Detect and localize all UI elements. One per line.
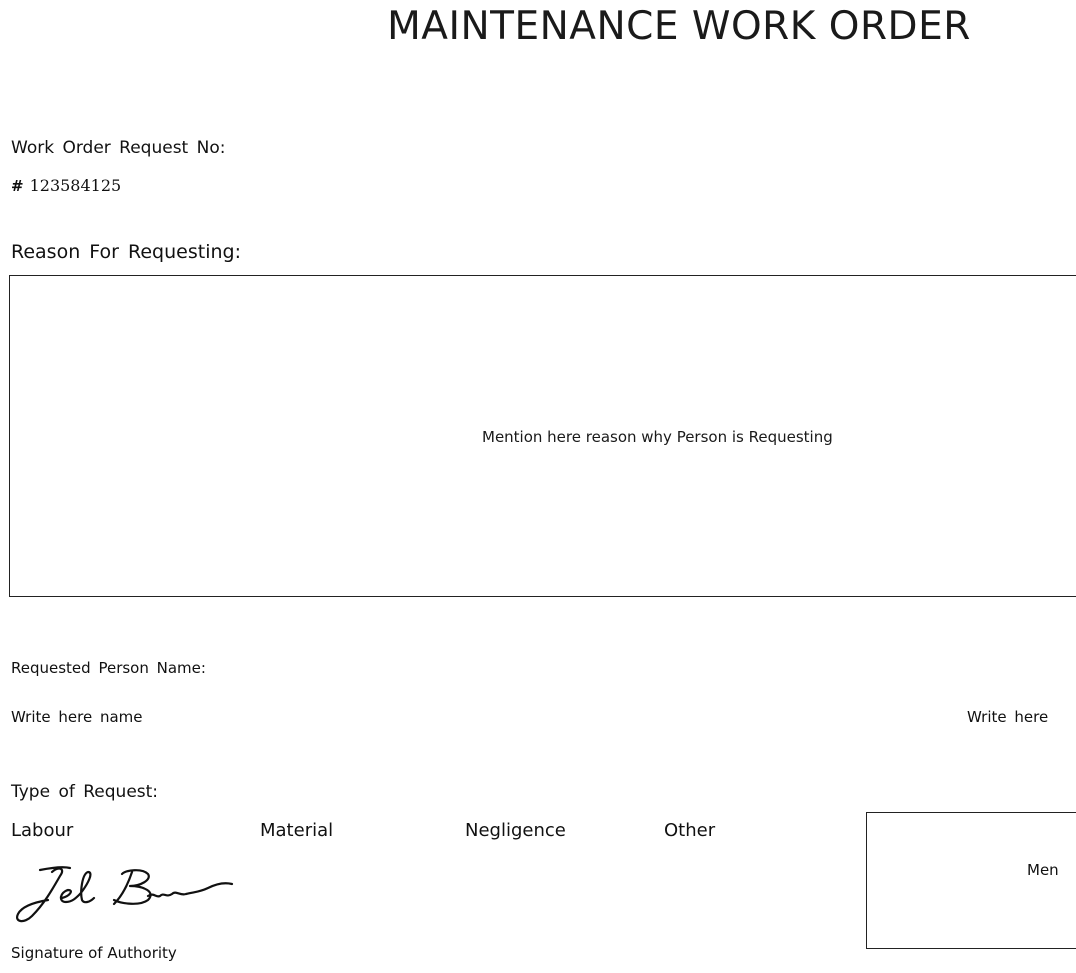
right-write-field[interactable]: Write here: [967, 708, 1049, 726]
request-type-option-other[interactable]: Other: [664, 820, 716, 841]
hash-symbol: #: [11, 177, 24, 195]
work-order-number[interactable]: 123584125: [29, 176, 122, 195]
reason-label: Reason For Requesting:: [11, 241, 241, 263]
type-of-request-label: Type of Request:: [11, 782, 159, 802]
request-type-option-negligence[interactable]: Negligence: [465, 820, 566, 841]
signature-icon: [10, 862, 250, 926]
requested-person-label: Requested Person Name:: [11, 659, 206, 677]
mention-textbox[interactable]: [866, 812, 1076, 949]
document-title: MAINTENANCE WORK ORDER: [387, 4, 971, 49]
work-order-number-row: [11, 176, 121, 195]
work-order-label: Work Order Request No:: [11, 138, 226, 158]
request-type-option-labour[interactable]: Labour: [11, 820, 74, 841]
request-type-option-material[interactable]: Material: [260, 820, 334, 841]
mention-text: Men: [1027, 861, 1059, 879]
signature-label: Signature of Authority: [11, 944, 177, 962]
requested-person-name-field[interactable]: Write here name: [11, 708, 143, 726]
reason-placeholder: Mention here reason why Person is Requesting: [482, 428, 833, 446]
